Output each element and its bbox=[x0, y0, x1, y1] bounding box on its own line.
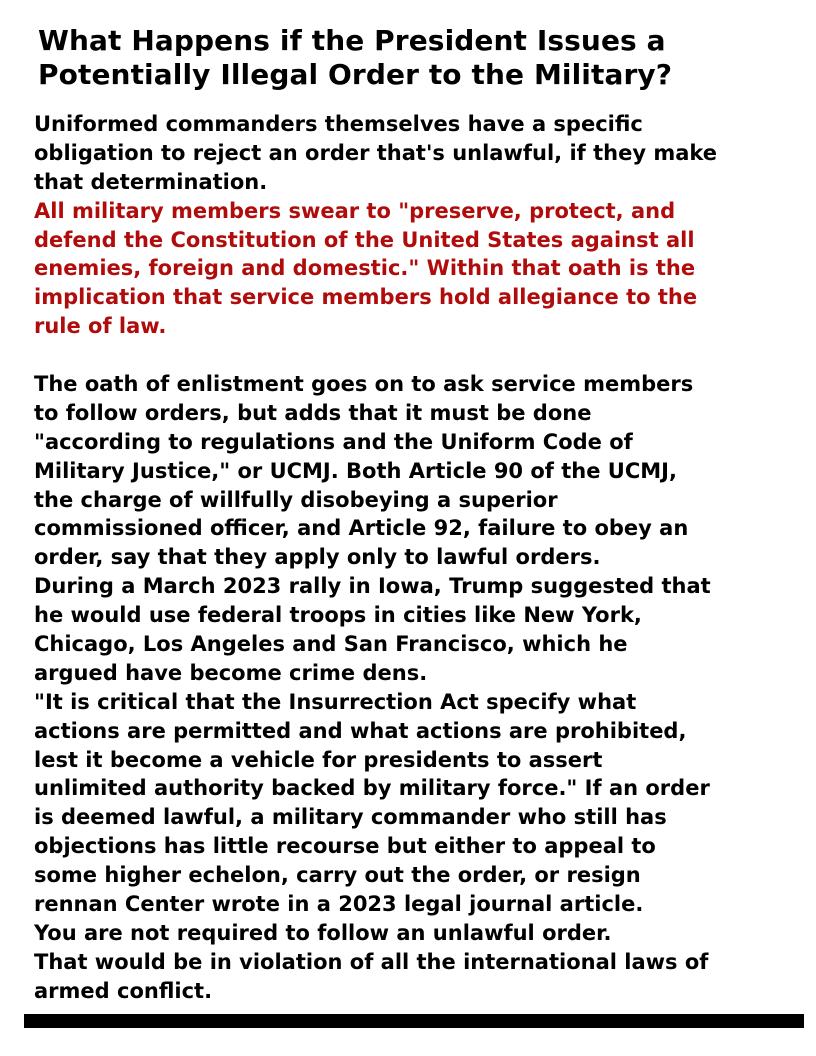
text-line: is deemed lawful, a military commander who still has bbox=[34, 805, 667, 830]
text-line: The oath of enlistment goes on to ask service members bbox=[34, 372, 694, 397]
text-line: actions are permitted and what actions are prohibited, bbox=[34, 718, 687, 743]
paragraph-oath-of-enlistment bbox=[34, 370, 794, 572]
text-line: During a March 2023 rally in Iowa, Trump suggested that bbox=[34, 574, 711, 599]
text-line: some higher echelon, carry out the order, or resign bbox=[34, 863, 641, 888]
text-line: armed conflict. bbox=[34, 978, 213, 1003]
paragraph-insurrection-act bbox=[34, 688, 794, 919]
page-title bbox=[38, 24, 798, 92]
text-line: he would use federal troops in cities like New York, bbox=[34, 603, 642, 628]
paragraph-unlawful-order bbox=[34, 919, 794, 1006]
title-line: What Happens if the President Issues a bbox=[38, 24, 666, 57]
text-line: Military Justice," or UCMJ. Both Article 90 of the UCMJ, bbox=[34, 458, 677, 483]
text-line: unlimited authority backed by military force." If an order bbox=[34, 776, 710, 801]
text-line: That would be in violation of all the international laws of bbox=[34, 949, 709, 974]
article-body bbox=[34, 110, 794, 1006]
text-line: the charge of willfully disobeying a superior bbox=[34, 487, 558, 512]
title-line: Potentially Illegal Order to the Military? bbox=[38, 58, 673, 91]
text-line: implication that service members hold allegiance to the bbox=[34, 285, 698, 310]
paragraph-oath-highlight bbox=[34, 197, 794, 341]
text-line: Chicago, Los Angeles and San Francisco, which he bbox=[34, 632, 628, 657]
text-line: commissioned officer, and Article 92, failure to obey an bbox=[34, 516, 689, 541]
paragraph-commanders-obligation bbox=[34, 110, 794, 197]
text-line: argued have become crime dens. bbox=[34, 660, 428, 685]
text-line: obligation to reject an order that's unlawful, if they make bbox=[34, 140, 718, 165]
text-line: You are not required to follow an unlawful order. bbox=[34, 920, 612, 945]
text-line: "according to regulations and the Uniform Code of bbox=[34, 429, 633, 454]
text-line: Uniformed commanders themselves have a specific bbox=[34, 112, 643, 136]
paragraph-iowa-rally bbox=[34, 572, 794, 688]
bottom-rule-bar bbox=[24, 1014, 804, 1028]
text-line: lest it become a vehicle for presidents to assert bbox=[34, 747, 603, 772]
text-line: order, say that they apply only to lawful orders. bbox=[34, 545, 601, 570]
text-line: to follow orders, but adds that it must be done bbox=[34, 400, 592, 425]
paragraph-spacer bbox=[34, 341, 794, 370]
text-line: rennan Center wrote in a 2023 legal journal article. bbox=[34, 892, 644, 917]
text-line: rule of law. bbox=[34, 314, 167, 339]
text-line: defend the Constitution of the United States against all bbox=[34, 227, 695, 252]
text-line: enemies, foreign and domestic." Within that oath is the bbox=[34, 256, 696, 281]
text-line: objections has little recourse but either to appeal to bbox=[34, 834, 656, 859]
text-line: All military members swear to "preserve, protect, and bbox=[34, 198, 676, 223]
text-line: "It is critical that the Insurrection Act specify what bbox=[34, 689, 637, 714]
text-line: that determination. bbox=[34, 169, 268, 194]
